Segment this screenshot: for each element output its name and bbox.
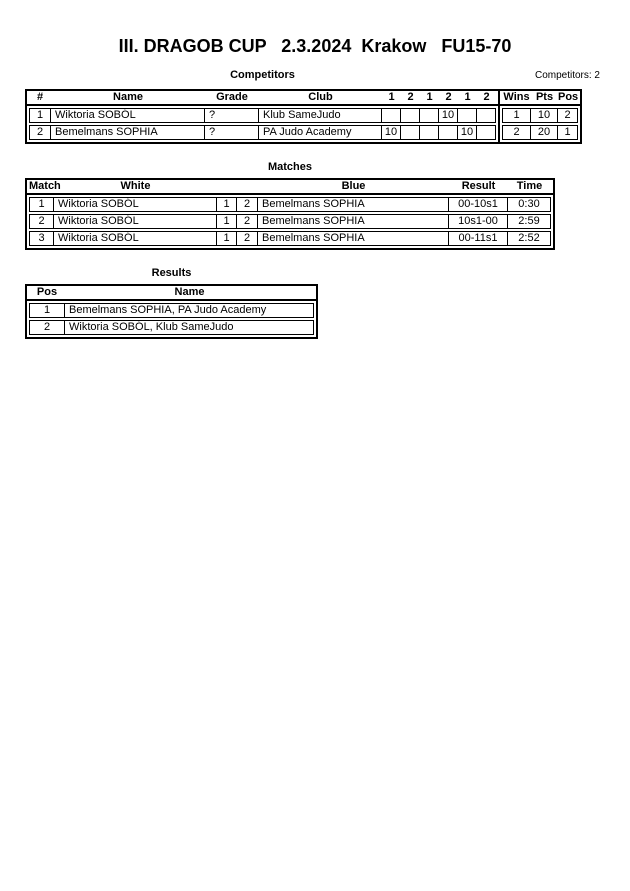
header-round-3: 1 bbox=[426, 91, 433, 103]
cell-club: PA Judo Academy bbox=[259, 125, 382, 140]
results-table-body bbox=[27, 301, 316, 337]
cell-blue-name: Bemelmans SOPHIA bbox=[258, 231, 449, 246]
cell-white-number: 1 bbox=[217, 214, 237, 229]
cell-blue-number: 2 bbox=[237, 231, 258, 246]
standings-table-body bbox=[500, 106, 580, 142]
cell-result: 00-11s1 bbox=[449, 231, 508, 246]
cell-name: Wiktoria SOBÓL bbox=[51, 108, 205, 123]
cell-score bbox=[401, 108, 420, 123]
cell-blue-number: 2 bbox=[237, 214, 258, 229]
header-name: Name bbox=[113, 91, 143, 103]
cell-blue-number: 2 bbox=[237, 197, 258, 212]
header-grade: Grade bbox=[216, 91, 248, 103]
header-round-6: 2 bbox=[483, 91, 490, 103]
cell-blue-name: Bemelmans SOPHIA bbox=[258, 197, 449, 212]
cell-score bbox=[477, 125, 496, 140]
cell-grade: ? bbox=[205, 108, 259, 123]
standings-table bbox=[498, 89, 582, 144]
cell-score: 10 bbox=[458, 125, 477, 140]
standings-table-header bbox=[500, 91, 580, 106]
cell-score bbox=[420, 125, 439, 140]
cell-pos: 2 bbox=[558, 108, 578, 123]
cell-score bbox=[477, 108, 496, 123]
cell-grade: ? bbox=[205, 125, 259, 140]
cell-score: 10 bbox=[439, 108, 458, 123]
cell-score bbox=[439, 125, 458, 140]
cell-white-number: 1 bbox=[217, 197, 237, 212]
result-row bbox=[29, 303, 314, 318]
cell-blue-name: Bemelmans SOPHIA bbox=[258, 214, 449, 229]
cell-name: Wiktoria SOBÓL, Klub SameJudo bbox=[65, 320, 314, 335]
matches-table-body bbox=[27, 195, 553, 248]
header-time: Time bbox=[516, 180, 543, 192]
competitor-row bbox=[29, 108, 496, 123]
cell-white-name: Wiktoria SOBÓL bbox=[54, 197, 217, 212]
cell-wins: 2 bbox=[502, 125, 531, 140]
cell-white-name: Wiktoria SOBÓL bbox=[54, 214, 217, 229]
cell-result: 10s1-00 bbox=[449, 214, 508, 229]
cell-match-number: 1 bbox=[29, 197, 54, 212]
cell-score bbox=[458, 108, 477, 123]
cell-score bbox=[420, 108, 439, 123]
cell-score bbox=[401, 125, 420, 140]
header-round-5: 1 bbox=[464, 91, 471, 103]
cell-white-name: Wiktoria SOBÓL bbox=[54, 231, 217, 246]
standings-row bbox=[502, 125, 578, 140]
header-number: # bbox=[36, 91, 44, 103]
header-name: Name bbox=[174, 286, 205, 298]
cell-white-number: 1 bbox=[217, 231, 237, 246]
match-row bbox=[29, 231, 551, 246]
cell-score bbox=[382, 108, 401, 123]
competitors-caption: Competitors bbox=[230, 69, 295, 81]
cell-pts: 10 bbox=[531, 108, 558, 123]
results-caption: Results bbox=[151, 267, 192, 279]
competitors-table-header bbox=[27, 91, 498, 106]
match-row bbox=[29, 197, 551, 212]
cell-time: 2:52 bbox=[508, 231, 551, 246]
competitor-row bbox=[29, 125, 496, 140]
competitors-table bbox=[25, 89, 500, 144]
header-white: White bbox=[120, 180, 151, 192]
cell-name: Bemelmans SOPHIA bbox=[51, 125, 205, 140]
results-table-header bbox=[27, 286, 316, 301]
cell-number: 2 bbox=[29, 125, 51, 140]
cell-pos: 1 bbox=[558, 125, 578, 140]
cell-match-number: 2 bbox=[29, 214, 54, 229]
cell-score: 10 bbox=[382, 125, 401, 140]
matches-caption: Matches bbox=[267, 161, 313, 173]
cell-club: Klub SameJudo bbox=[259, 108, 382, 123]
cell-name: Bemelmans SOPHIA, PA Judo Academy bbox=[65, 303, 314, 318]
header-blue: Blue bbox=[341, 180, 366, 192]
matches-table-header bbox=[27, 180, 553, 195]
cell-time: 0:30 bbox=[508, 197, 551, 212]
cell-wins: 1 bbox=[502, 108, 531, 123]
matches-table bbox=[25, 178, 555, 250]
header-wins: Wins bbox=[503, 91, 530, 103]
cell-result: 00-10s1 bbox=[449, 197, 508, 212]
header-pts: Pts bbox=[535, 91, 554, 103]
competitors-count-label: Competitors: 2 bbox=[534, 70, 600, 81]
cell-match-number: 3 bbox=[29, 231, 54, 246]
page-title: III. DRAGOB CUP 2.3.2024 Krakow FU15-70 bbox=[118, 36, 512, 56]
match-row bbox=[29, 214, 551, 229]
results-table bbox=[25, 284, 318, 339]
header-round-2: 2 bbox=[407, 91, 414, 103]
header-pos: Pos bbox=[558, 91, 579, 103]
result-row bbox=[29, 320, 314, 335]
cell-number: 1 bbox=[29, 108, 51, 123]
header-pos: Pos bbox=[36, 286, 58, 298]
cell-time: 2:59 bbox=[508, 214, 551, 229]
header-round-4: 2 bbox=[445, 91, 452, 103]
header-club: Club bbox=[308, 91, 333, 103]
header-match: Match bbox=[29, 180, 61, 192]
standings-row bbox=[502, 108, 578, 123]
header-result: Result bbox=[461, 180, 496, 192]
header-round-1: 1 bbox=[388, 91, 395, 103]
cell-pos: 1 bbox=[29, 303, 65, 318]
competitors-table-body bbox=[27, 106, 498, 142]
cell-pts: 20 bbox=[531, 125, 558, 140]
cell-pos: 2 bbox=[29, 320, 65, 335]
